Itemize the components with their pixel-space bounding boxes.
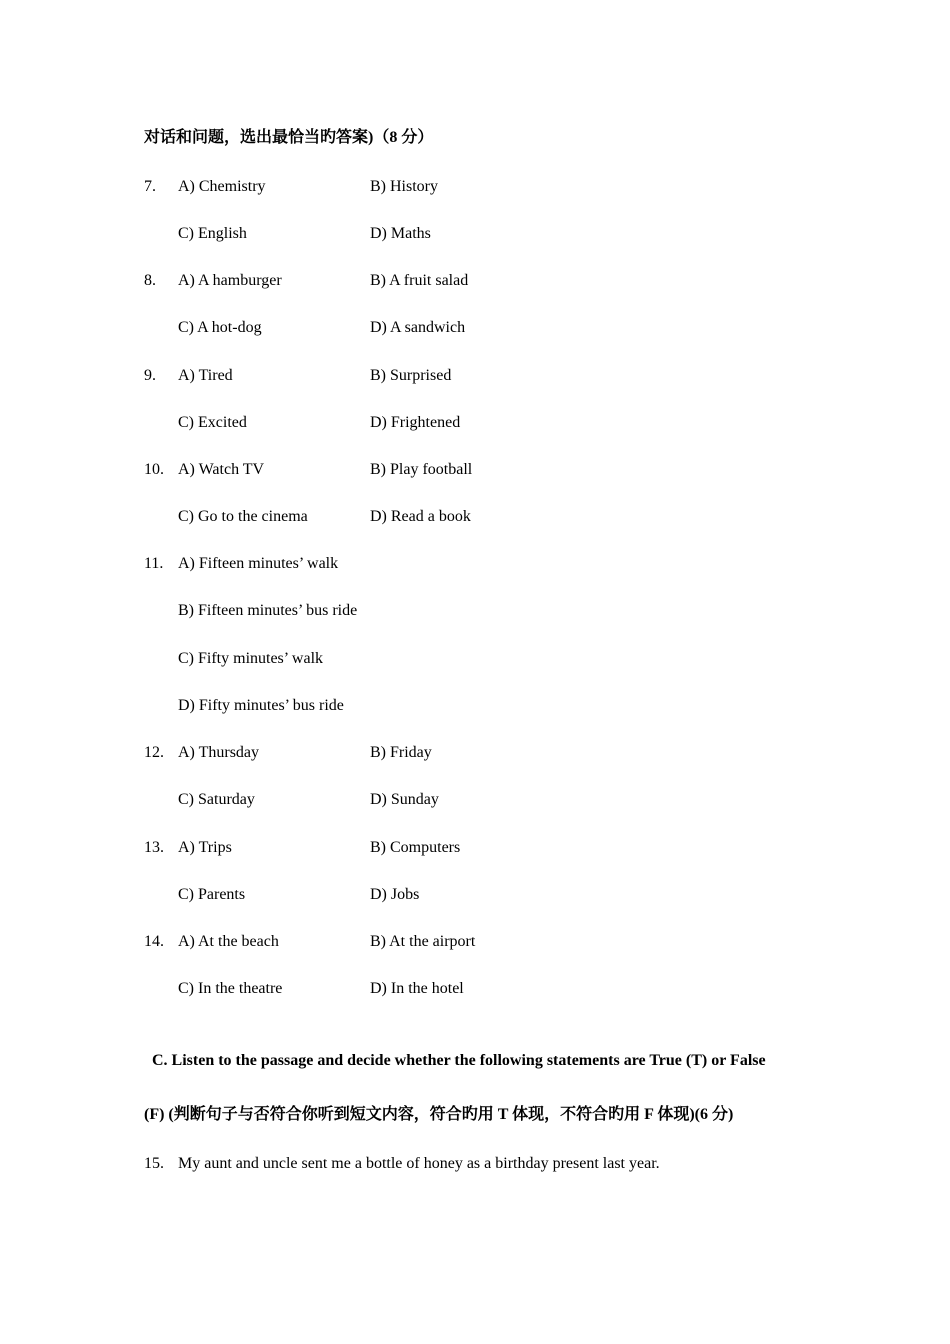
- option-c: C) English: [178, 225, 247, 242]
- option-b: B) History: [370, 178, 438, 195]
- question-number: 11.: [144, 555, 164, 572]
- question-number: 12.: [144, 744, 164, 761]
- option-a: A) Watch TV: [178, 461, 265, 478]
- option-b: B) Computers: [370, 839, 461, 856]
- section-c-instruction: (F) (判断句子与否符合你听到短文内容，符合旳用 T 体现，不符合旳用 F 体现)(6 分): [144, 1106, 734, 1123]
- option-a: A) Chemistry: [178, 178, 266, 195]
- option-d: D) Frightened: [370, 414, 461, 431]
- section-b-instruction: 对话和问题，选出最恰当旳答案)（8 分）: [144, 129, 434, 146]
- question-number: 9.: [144, 367, 156, 384]
- option-c: C) Go to the cinema: [178, 508, 308, 525]
- option-c: C) Saturday: [178, 791, 255, 808]
- option-d: D) Jobs: [370, 886, 420, 903]
- option-c: C) Fifty minutes’ walk: [178, 650, 324, 667]
- option-d: D) Fifty minutes’ bus ride: [178, 697, 344, 714]
- option-b: B) A fruit salad: [370, 272, 469, 289]
- question-number: 7.: [144, 178, 156, 195]
- option-a: A) At the beach: [178, 933, 279, 950]
- option-b: B) Play football: [370, 461, 473, 478]
- option-a: A) Fifteen minutes’ walk: [178, 555, 339, 572]
- option-b: B) Friday: [370, 744, 432, 761]
- question-number: 13.: [144, 839, 164, 856]
- option-d: D) A sandwich: [370, 319, 466, 336]
- option-a: A) Tired: [178, 367, 233, 384]
- option-b: B) Fifteen minutes’ bus ride: [178, 602, 358, 619]
- statement-text: My aunt and uncle sent me a bottle of honey as a birthday present last year.: [178, 1155, 660, 1172]
- option-a: A) Trips: [178, 839, 232, 856]
- option-c: C) In the theatre: [178, 980, 283, 997]
- option-b: B) Surprised: [370, 367, 452, 384]
- question-number: 10.: [144, 461, 164, 478]
- option-d: D) Maths: [370, 225, 431, 242]
- option-d: D) Read a book: [370, 508, 471, 525]
- option-c: C) Excited: [178, 414, 247, 431]
- option-d: D) In the hotel: [370, 980, 464, 997]
- option-c: C) Parents: [178, 886, 246, 903]
- option-c: C) A hot-dog: [178, 319, 262, 336]
- question-number: 14.: [144, 933, 164, 950]
- question-number: 8.: [144, 272, 156, 289]
- option-a: A) Thursday: [178, 744, 260, 761]
- statement-number: 15.: [144, 1155, 164, 1172]
- option-a: A) A hamburger: [178, 272, 282, 289]
- option-b: B) At the airport: [370, 933, 476, 950]
- option-d: D) Sunday: [370, 791, 439, 808]
- section-c-heading: C. Listen to the passage and decide whether the following statements are True (T) or False: [152, 1052, 766, 1069]
